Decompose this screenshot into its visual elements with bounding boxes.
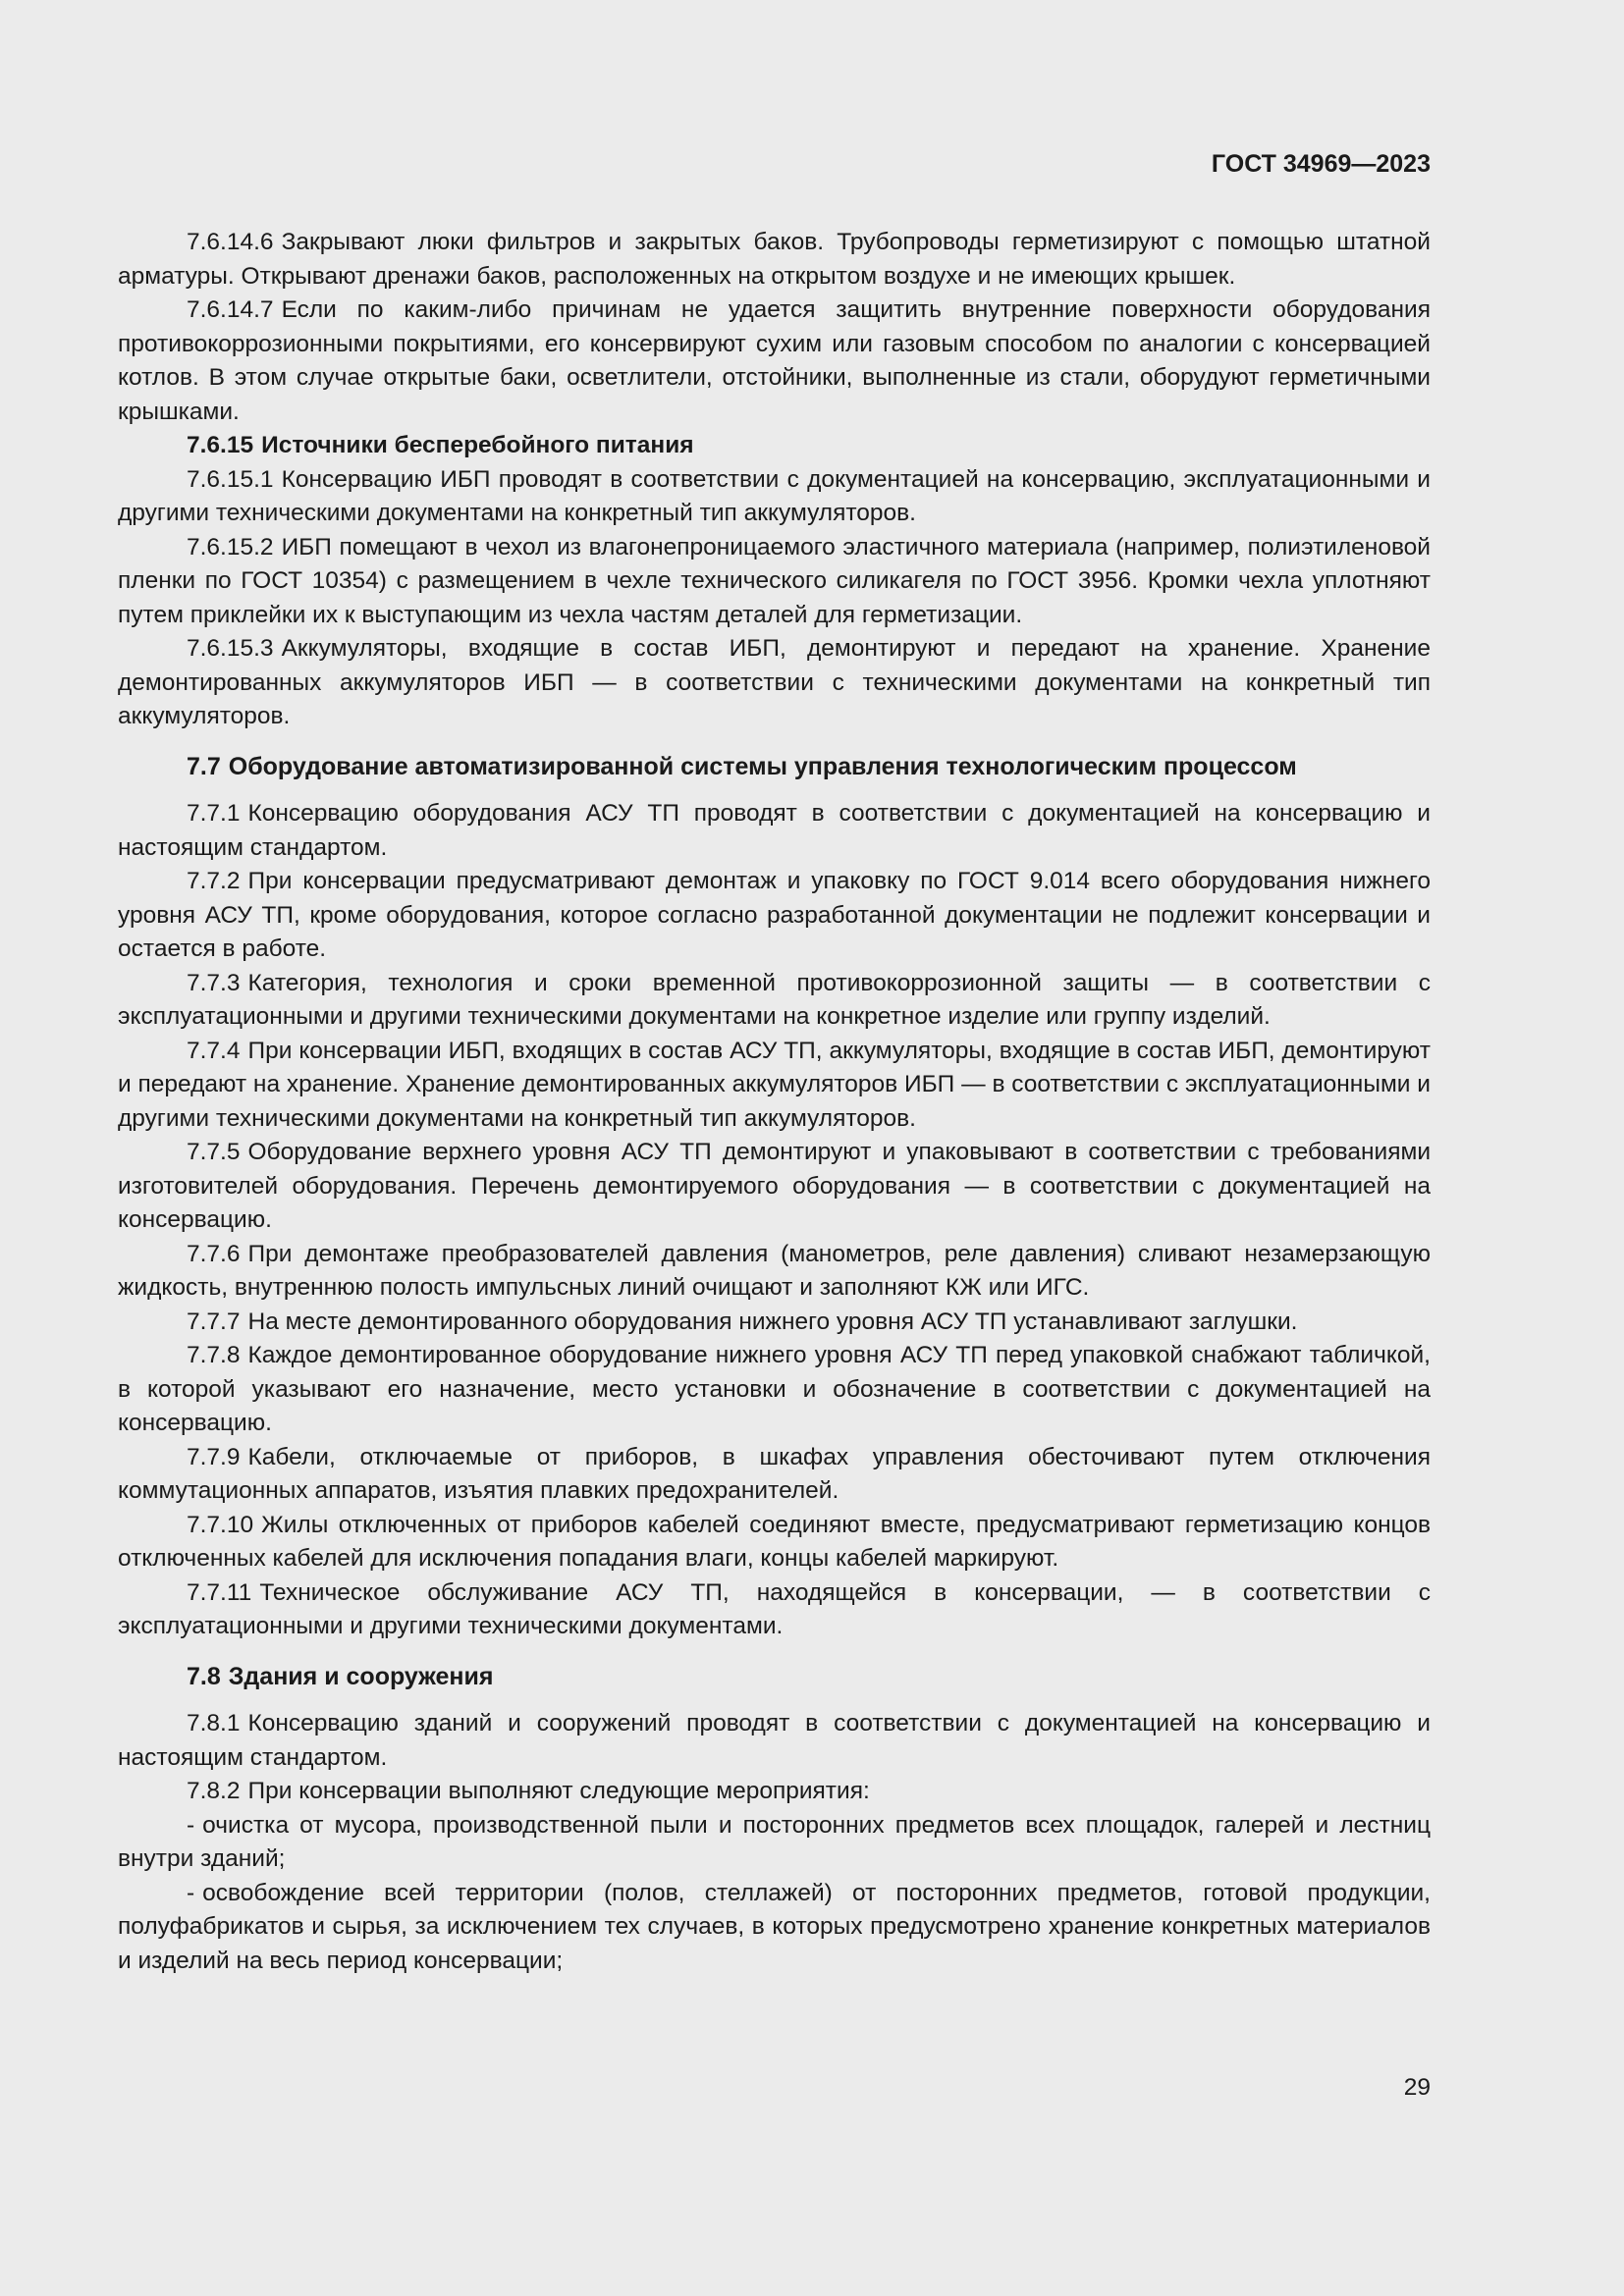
paragraph-number: 7.6.15.3 <box>187 635 274 662</box>
paragraph-text: ИБП помещают в чехол из влагонепроницаемого эластичного материала (например, полиэтиленовой пленки по ГОСТ 10354) с размещением в чехле технического силикагеля по ГОСТ 3956. Кромки чехла уплотняют путем приклейки их к выступающим из чехла частям деталей для герметизации. <box>118 533 1431 628</box>
list-item-text: освобождение всей территории (полов, стеллажей) от посторонних предметов, готовой продукции, полуфабрикатов и сырья, за исключением тех случаев, в которых предусмотрено хранение конкретных материалов и изделий на весь период консервации; <box>118 1879 1431 1974</box>
paragraph-7-7-8 <box>118 1339 1431 1441</box>
paragraph-7-8-2 <box>118 1775 1431 1809</box>
paragraph-text: При консервации ИБП, входящих в состав АСУ ТП, аккумуляторы, входящие в состав ИБП, демонтируют и передают на хранение. Хранение демонтированных аккумуляторов ИБП — в соответствии с эксплуатационными и другими техническими документами на конкретный тип аккумуляторов. <box>118 1037 1431 1132</box>
paragraph-number: 7.7.4 <box>187 1037 241 1064</box>
paragraph-7-8-1 <box>118 1707 1431 1775</box>
paragraph-text: Аккумуляторы, входящие в состав ИБП, демонтируют и передают на хранение. Хранение демонтированных аккумуляторов ИБП — в соответствии с техническими документами на конкретный тип аккумуляторов. <box>118 635 1431 729</box>
section-heading-7-7 <box>118 750 1431 784</box>
list-dash: - <box>187 1811 195 1839</box>
document-header <box>118 147 1431 181</box>
paragraph-text: Жилы отключенных от приборов кабелей соединяют вместе, предусматривают герметизацию концов отключенных кабелей для исключения попадания влаги, концы кабелей маркируют. <box>118 1511 1431 1572</box>
paragraph-7-6-15-2 <box>118 531 1431 633</box>
heading-number: 7.8 <box>187 1662 221 1690</box>
paragraph-7-7-11 <box>118 1576 1431 1644</box>
paragraph-text: Кабели, отключаемые от приборов, в шкафах управления обесточивают путем отключения коммутационных аппаратов, изъятия плавких предохранителей. <box>118 1443 1431 1504</box>
paragraph-number: 7.8.1 <box>187 1710 241 1736</box>
paragraph-7-6-15-1 <box>118 463 1431 531</box>
paragraph-text: Закрывают люки фильтров и закрытых баков. Трубопроводы герметизируют с помощью штатной арматуры. Открывают дренажи баков, расположенных на открытом воздухе и не имеющих крышек. <box>118 229 1431 290</box>
paragraph-text: При демонтаже преобразователей давления (манометров, реле давления) сливают незамерзающую жидкость, внутреннюю полость импульсных линий очищают и заполняют КЖ или ИГС. <box>118 1240 1431 1301</box>
paragraph-7-7-2 <box>118 865 1431 967</box>
paragraph-number: 7.7.2 <box>187 868 241 894</box>
paragraph-number: 7.6.14.6 <box>187 229 274 255</box>
paragraph-number: 7.7.11 <box>187 1578 252 1606</box>
paragraph-7-7-6 <box>118 1238 1431 1306</box>
list-item <box>118 1877 1431 1979</box>
paragraph-text: Техническое обслуживание АСУ ТП, находящейся в консервации, — в соответствии с эксплуатационными и другими техническими документами. <box>118 1578 1431 1639</box>
paragraph-number: 7.6.15.2 <box>187 533 274 561</box>
paragraph-7-7-7 <box>118 1306 1431 1340</box>
paragraph-text: На месте демонтированного оборудования нижнего уровня АСУ ТП устанавливают заглушки. <box>247 1308 1298 1335</box>
paragraph-text: Каждое демонтированное оборудование нижнего уровня АСУ ТП перед упаковкой снабжают табличкой, в которой указывают его назначение, место установки и обозначение в соответствии с документацией на консервацию. <box>118 1342 1431 1436</box>
paragraph-7-6-14-6 <box>118 226 1431 294</box>
paragraph-text: Оборудование верхнего уровня АСУ ТП демонтируют и упаковывают в соответствии с требованиями изготовителей оборудования. Перечень демонтируемого оборудования — в соответствии с документацией на консервацию. <box>118 1139 1431 1233</box>
paragraph-number: 7.7.7 <box>187 1308 241 1335</box>
standard-designation: ГОСТ 34969—2023 <box>1211 150 1431 178</box>
paragraph-number: 7.7.6 <box>187 1240 241 1267</box>
paragraph-text: При консервации выполняют следующие мероприятия: <box>247 1778 870 1804</box>
heading-text: Источники бесперебойного питания <box>261 432 694 458</box>
paragraph-text: Категория, технология и сроки временной противокоррозионной защиты — в соответствии с эксплуатационными и другими техническими документами на конкретное изделие или группу изделий. <box>118 969 1431 1030</box>
paragraph-7-7-4 <box>118 1035 1431 1137</box>
paragraph-7-7-1 <box>118 797 1431 865</box>
paragraph-text: Консервацию зданий и сооружений проводят в соответствии с документацией на консервацию и настоящим стандартом. <box>118 1710 1431 1771</box>
paragraph-7-6-15-3 <box>118 632 1431 734</box>
paragraph-7-7-3 <box>118 967 1431 1035</box>
paragraph-text: При консервации предусматривают демонтаж и упаковку по ГОСТ 9.014 всего оборудования нижнего уровня АСУ ТП, кроме оборудования, которое согласно разработанной документации не подлежит консервации и остается в работе. <box>118 868 1431 962</box>
heading-number: 7.6.15 <box>187 432 254 458</box>
section-heading-7-8 <box>118 1660 1431 1694</box>
paragraph-7-6-14-7 <box>118 294 1431 429</box>
paragraph-number: 7.8.2 <box>187 1778 241 1804</box>
list-dash: - <box>187 1879 195 1906</box>
paragraph-number: 7.6.15.1 <box>187 465 274 493</box>
paragraph-number: 7.7.1 <box>187 800 241 827</box>
paragraph-number: 7.7.8 <box>187 1342 241 1368</box>
list-item-text: очистка от мусора, производственной пыли и посторонних предметов всех площадок, галерей и лестниц внутри зданий; <box>118 1811 1431 1872</box>
heading-number: 7.7 <box>187 752 221 780</box>
heading-text: Здания и сооружения <box>228 1662 494 1690</box>
list-item <box>118 1809 1431 1877</box>
paragraph-number: 7.7.10 <box>187 1511 254 1538</box>
heading-text: Оборудование автоматизированной системы управления технологическим процессом <box>228 752 1297 780</box>
page-number: 29 <box>1403 2074 1431 2101</box>
paragraph-text: Консервацию ИБП проводят в соответствии с документацией на консервацию, эксплуатационными и другими техническими документами на конкретный тип аккумуляторов. <box>118 465 1431 526</box>
paragraph-number: 7.7.9 <box>187 1443 241 1470</box>
paragraph-text: Консервацию оборудования АСУ ТП проводят в соответствии с документацией на консервацию и настоящим стандартом. <box>118 800 1431 861</box>
paragraph-number: 7.6.14.7 <box>187 296 274 323</box>
paragraph-7-7-10 <box>118 1509 1431 1576</box>
paragraph-7-7-9 <box>118 1441 1431 1509</box>
paragraph-number: 7.7.3 <box>187 969 241 996</box>
document-body <box>118 226 1431 1978</box>
paragraph-text: Если по каким-либо причинам не удается защитить внутренние поверхности оборудования противокоррозионными покрытиями, его консервируют сухим или газовым способом по аналогии с консервацией котлов. В этом случае открытые баки, осветлители, отстойники, выполненные из стали, оборудуют герметичными крышками. <box>118 296 1431 425</box>
paragraph-number: 7.7.5 <box>187 1139 241 1165</box>
subsection-heading-7-6-15 <box>118 429 1431 463</box>
paragraph-7-7-5 <box>118 1136 1431 1238</box>
